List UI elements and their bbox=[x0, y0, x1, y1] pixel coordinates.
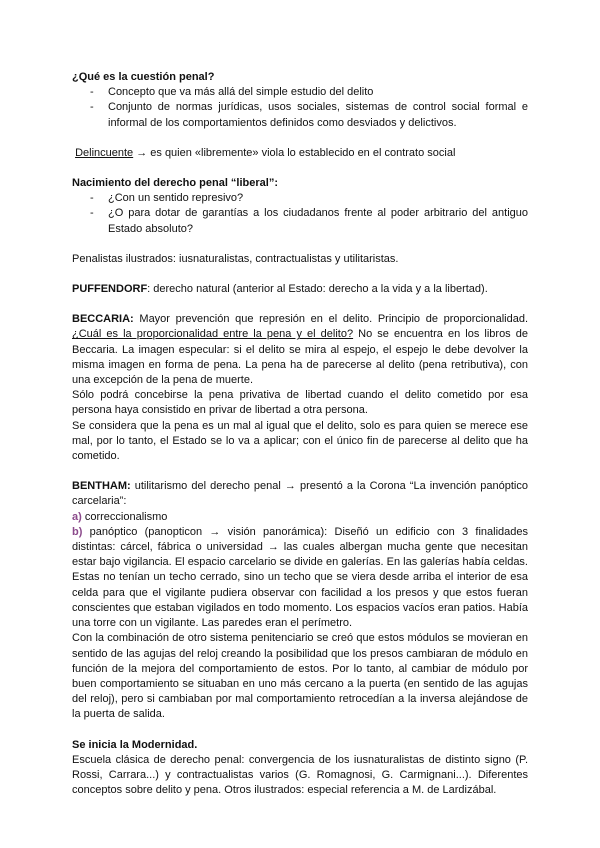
derecho-liberal-list bbox=[72, 191, 528, 237]
beccaria-paragraph-2: Sólo podrá concebirse la pena privativa de libertad cuando el delito cometido por esa persona haya consistido en privar de libertad a otra persona. bbox=[72, 389, 528, 417]
section-heading-modernidad: Se inicia la Modernidad. bbox=[72, 738, 198, 751]
bentham-paragraph-2: Con la combinación de otro sistema penitenciario se creó que estos módulos se movieran en sentido de las agujas del reloj creando la posibilidad que los presos cambiaran de módulo en función de la mejora del comportamiento de estos. Por lo tanto, al cambiar de módulo por buen comportamiento se situaban en uno más cercano a la puerta (en sentido de las agujas del reloj), pero si cambiaban por mal comportamiento retrocedían a la inversa alejándose de la puerta de salida. bbox=[72, 632, 528, 721]
list-item: - ¿O para dotar de garantías a los ciudadanos frente al poder arbitrario del antiguo Estado absoluto? bbox=[86, 206, 528, 236]
beccaria-paragraph-3: Se considera que la pena es un mal al igual que el delito, solo es para quien se merece ese mal, por lo tanto, el Estado se lo va a aplicar; con el único fin de parecerse al delito que ha cometido. bbox=[72, 419, 528, 463]
beccaria-question: ¿Cuál es la proporcionalidad entre la pena y el delito? bbox=[72, 328, 354, 341]
bentham-paragraph bbox=[72, 479, 528, 509]
modernidad-paragraph: Escuela clásica de derecho penal: convergencia de los iusnaturalistas de distinto signo (P. Rossi, Carrara...) y contractualistas varios (G. Romagnosi, G. Carmignani...). Diferentes conceptos sobre delito y pena. Otros ilustrados: especial referencia a M. de Lardizábal. bbox=[72, 753, 528, 797]
list-item: - Concepto que va más allá del simple estudio del delito bbox=[86, 85, 528, 100]
bentham-item-a-text: correccionalismo bbox=[81, 510, 168, 523]
section-heading-cuestion-penal: ¿Qué es la cuestión penal? bbox=[72, 71, 215, 83]
bentham-name: BENTHAM: bbox=[72, 480, 131, 493]
beccaria-text-1: Mayor prevención que represión en el delito. Principio de proporcionalidad. bbox=[133, 313, 528, 326]
bentham-item-b-text: panóptico (panopticon → visión panorámica): Diseñó un edificio con 3 finalidades distintas: cárcel, fábrica o universidad → las cuales albergan mucha gente que necesitan estar bajo vigilancia. El espacio carcelario se divide en galerías. En las galerías había celdas. Estas no tenían un techo cerrado, sino un techo que se viera desde arriba el interior de esa celda para que el vigilante pudiera observar con facilidad a los presos y que estos fueran conscientes que estaban vigilados en todo momento. Los espacios vacíos eran patios. Había una torre con un vigilante. Las paredes eran el perímetro. bbox=[72, 525, 528, 630]
cuestion-penal-list bbox=[72, 85, 528, 131]
bentham-intro: utilitarismo del derecho penal → presentó a la Corona “La invención panóptico carcelaria”: bbox=[72, 480, 528, 508]
delincuente-term: Delincuente bbox=[75, 146, 134, 159]
beccaria-paragraph bbox=[72, 312, 528, 388]
bentham-item-a bbox=[72, 510, 528, 525]
puffendorf-name: PUFFENDORF bbox=[72, 283, 148, 296]
list-item: - ¿Con un sentido represivo? bbox=[86, 191, 528, 206]
beccaria-name: BECCARIA: bbox=[72, 313, 134, 326]
section-heading-derecho-liberal: Nacimiento del derecho penal “liberal”: bbox=[72, 177, 278, 190]
bentham-item-b bbox=[72, 525, 528, 631]
delincuente-definition: → es quien «libremente» viola lo establecido en el contrato social bbox=[133, 146, 456, 159]
beccaria-text-2: No se encuentra en los libros de Beccaria. La imagen especular: si el delito se mira al espejo, el espejo le debe devolver la misma imagen en forma de pena. La pena ha de parecerse al delito (pena retributiva), con una excepción de la pena de muerte. bbox=[72, 328, 528, 387]
bentham-item-a-label: a) bbox=[72, 510, 82, 523]
delincuente-paragraph bbox=[72, 146, 528, 161]
bentham-item-b-label: b) bbox=[72, 525, 83, 538]
puffendorf-text: : derecho natural (anterior al Estado: derecho a la vida y a la libertad). bbox=[147, 283, 488, 296]
penalistas-paragraph: Penalistas ilustrados: iusnaturalistas, contractualistas y utilitaristas. bbox=[72, 252, 399, 265]
list-item: - Conjunto de normas jurídicas, usos sociales, sistemas de control social formal e informal de los comportamientos definidos como desviados y delictivos. bbox=[86, 100, 528, 130]
puffendorf-paragraph bbox=[72, 282, 528, 297]
